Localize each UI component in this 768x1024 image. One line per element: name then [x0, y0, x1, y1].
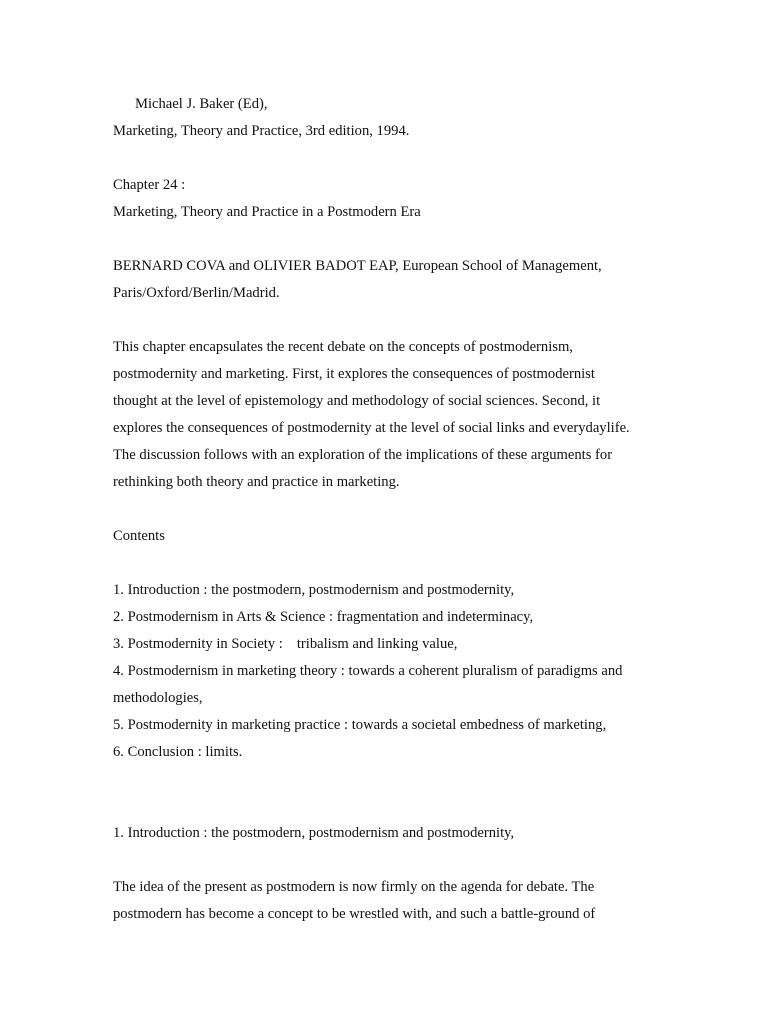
toc-item-5: 5. Postmodernity in marketing practice : towards a societal embedness of marketing,	[113, 717, 607, 733]
table-of-contents	[113, 577, 653, 766]
book-title-line: Marketing, Theory and Practice, 3rd edition, 1994.	[113, 123, 410, 139]
toc-item-4: 4. Postmodernism in marketing theory : towards a coherent pluralism of paradigms and	[113, 663, 623, 679]
toc-item-6: 6. Conclusion : limits.	[113, 744, 243, 760]
abstract-line: explores the consequences of postmodernity at the level of social links and everydaylife.	[113, 420, 630, 436]
section-line: The idea of the present as postmodern is now firmly on the agenda for debate. The	[113, 879, 595, 895]
abstract-line: The discussion follows with an exploration of the implications of these arguments for	[113, 447, 613, 463]
contents-heading: Contents	[113, 528, 165, 544]
document-page	[113, 91, 653, 928]
chapter-number: Chapter 24 :	[113, 177, 186, 193]
toc-item-3	[113, 631, 653, 658]
abstract-line: rethinking both theory and practice in marketing.	[113, 474, 400, 490]
abstract-line: This chapter encapsulates the recent debate on the concepts of postmodernism,	[113, 339, 573, 355]
abstract-paragraph	[113, 334, 653, 496]
abstract-line: postmodernity and marketing. First, it explores the consequences of postmodernist	[113, 366, 595, 382]
toc-item-3-title: 3. Postmodernity in Society :	[113, 636, 283, 652]
toc-item-4-continued: methodologies,	[113, 690, 203, 706]
chapter-title: Marketing, Theory and Practice in a Postmodern Era	[113, 204, 421, 220]
editor-line: Michael J. Baker (Ed),	[135, 96, 268, 112]
toc-item-2: 2. Postmodernism in Arts & Science : fragmentation and indeterminacy,	[113, 609, 534, 625]
authors-line: BERNARD COVA and OLIVIER BADOT EAP, European School of Management,	[113, 258, 602, 274]
section-heading: 1. Introduction : the postmodern, postmodernism and postmodernity,	[113, 825, 515, 841]
abstract-line: thought at the level of epistemology and methodology of social sciences. Second, it	[113, 393, 601, 409]
authors-location-line: Paris/Oxford/Berlin/Madrid.	[113, 285, 280, 301]
section-line: postmodern has become a concept to be wrestled with, and such a battle-ground of	[113, 906, 596, 922]
toc-item-1: 1. Introduction : the postmodern, postmodernism and postmodernity,	[113, 582, 515, 598]
toc-item-3-subtitle: tribalism and linking value,	[296, 636, 458, 652]
section-paragraph	[113, 874, 653, 928]
